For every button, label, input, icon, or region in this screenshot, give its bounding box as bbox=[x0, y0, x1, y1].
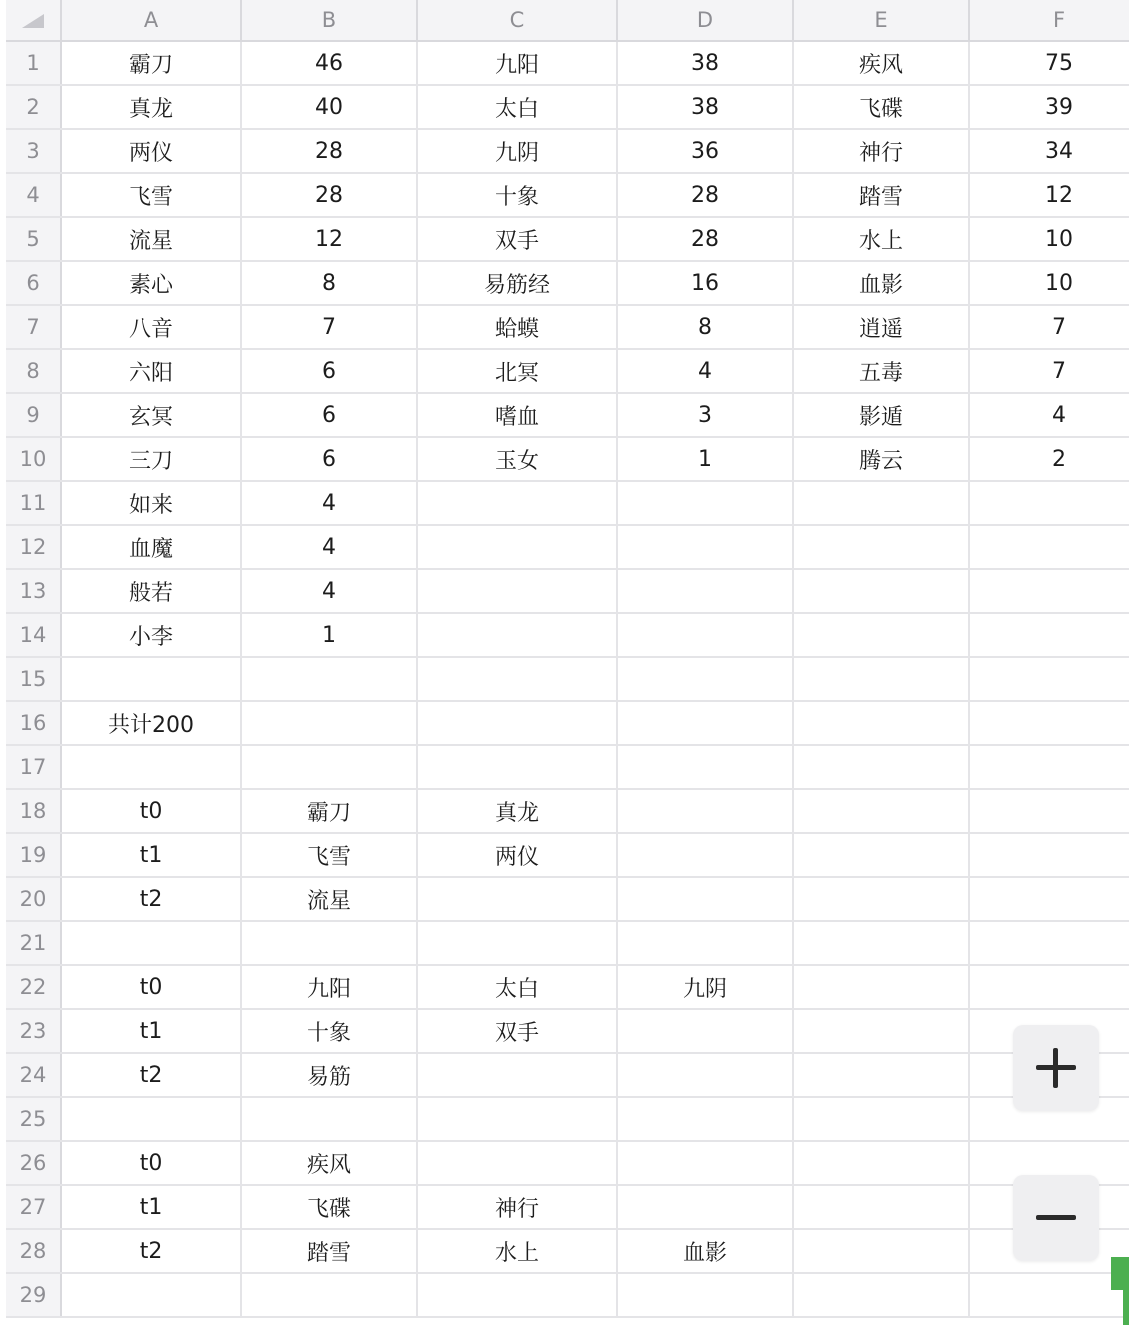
cell-b1[interactable]: 46 bbox=[242, 42, 418, 84]
cell-e19[interactable] bbox=[794, 834, 970, 876]
cell-c15[interactable] bbox=[418, 658, 618, 700]
cell-a4[interactable]: 飞雪 bbox=[62, 174, 242, 216]
cell-e21[interactable] bbox=[794, 922, 970, 964]
cell-d6[interactable]: 16 bbox=[618, 262, 794, 304]
cell-d11[interactable] bbox=[618, 482, 794, 524]
row-header[interactable]: 19 bbox=[6, 834, 62, 876]
cell-d26[interactable] bbox=[618, 1142, 794, 1184]
cell-b11[interactable]: 4 bbox=[242, 482, 418, 524]
cell-a27[interactable]: t1 bbox=[62, 1186, 242, 1228]
selection-border bbox=[1123, 1257, 1129, 1325]
cell-d19[interactable] bbox=[618, 834, 794, 876]
cell-a10[interactable]: 三刀 bbox=[62, 438, 242, 480]
cell-b6[interactable]: 8 bbox=[242, 262, 418, 304]
cell-f18[interactable] bbox=[970, 790, 1129, 832]
column-header-b[interactable]: B bbox=[242, 0, 418, 40]
cell-f20[interactable] bbox=[970, 878, 1129, 920]
cell-d25[interactable] bbox=[618, 1098, 794, 1140]
cell-b22[interactable]: 九阳 bbox=[242, 966, 418, 1008]
cell-a2[interactable]: 真龙 bbox=[62, 86, 242, 128]
cell-d16[interactable] bbox=[618, 702, 794, 744]
row-header[interactable]: 17 bbox=[6, 746, 62, 788]
row-header[interactable]: 24 bbox=[6, 1054, 62, 1096]
cell-f6[interactable]: 10 bbox=[970, 262, 1129, 304]
row-header[interactable]: 28 bbox=[6, 1230, 62, 1272]
table-row bbox=[6, 526, 1129, 570]
cell-e15[interactable] bbox=[794, 658, 970, 700]
table-row bbox=[6, 746, 1129, 790]
cell-a12[interactable]: 血魔 bbox=[62, 526, 242, 568]
column-header-e[interactable]: E bbox=[794, 0, 970, 40]
cell-d20[interactable] bbox=[618, 878, 794, 920]
cell-f1[interactable]: 75 bbox=[970, 42, 1129, 84]
row-header[interactable]: 16 bbox=[6, 702, 62, 744]
cell-e25[interactable] bbox=[794, 1098, 970, 1140]
cell-c27[interactable]: 神行 bbox=[418, 1186, 618, 1228]
column-header-row bbox=[6, 0, 1129, 42]
row-header[interactable]: 15 bbox=[6, 658, 62, 700]
cell-d10[interactable]: 1 bbox=[618, 438, 794, 480]
cell-b2[interactable]: 40 bbox=[242, 86, 418, 128]
cell-d22[interactable]: 九阴 bbox=[618, 966, 794, 1008]
table-row bbox=[6, 1098, 1129, 1142]
cell-b23[interactable]: 十象 bbox=[242, 1010, 418, 1052]
cell-a1[interactable]: 霸刀 bbox=[62, 42, 242, 84]
zoom-out-button[interactable] bbox=[1013, 1175, 1099, 1261]
cell-f7[interactable]: 7 bbox=[970, 306, 1129, 348]
cell-d9[interactable]: 3 bbox=[618, 394, 794, 436]
cell-b8[interactable]: 6 bbox=[242, 350, 418, 392]
table-row bbox=[6, 130, 1129, 174]
cell-e2[interactable]: 飞碟 bbox=[794, 86, 970, 128]
cell-c28[interactable]: 水上 bbox=[418, 1230, 618, 1272]
cell-e1[interactable]: 疾风 bbox=[794, 42, 970, 84]
cell-d14[interactable] bbox=[618, 614, 794, 656]
row-header[interactable]: 14 bbox=[6, 614, 62, 656]
cell-d2[interactable]: 38 bbox=[618, 86, 794, 128]
cell-b14[interactable]: 1 bbox=[242, 614, 418, 656]
cell-d12[interactable] bbox=[618, 526, 794, 568]
cell-c7[interactable]: 蛤蟆 bbox=[418, 306, 618, 348]
cell-d8[interactable]: 4 bbox=[618, 350, 794, 392]
cell-d27[interactable] bbox=[618, 1186, 794, 1228]
cell-a15[interactable] bbox=[62, 658, 242, 700]
row-header[interactable]: 26 bbox=[6, 1142, 62, 1184]
cell-c18[interactable]: 真龙 bbox=[418, 790, 618, 832]
cell-d18[interactable] bbox=[618, 790, 794, 832]
cell-e16[interactable] bbox=[794, 702, 970, 744]
row-header[interactable]: 8 bbox=[6, 350, 62, 392]
table-row bbox=[6, 350, 1129, 394]
row-header[interactable]: 3 bbox=[6, 130, 62, 172]
cell-b17[interactable] bbox=[242, 746, 418, 788]
column-header-f[interactable]: F bbox=[970, 0, 1129, 40]
cell-b26[interactable]: 疾风 bbox=[242, 1142, 418, 1184]
cell-e24[interactable] bbox=[794, 1054, 970, 1096]
cell-a21[interactable] bbox=[62, 922, 242, 964]
table-row bbox=[6, 922, 1129, 966]
cell-d21[interactable] bbox=[618, 922, 794, 964]
cell-e28[interactable] bbox=[794, 1230, 970, 1272]
cell-c9[interactable]: 嗜血 bbox=[418, 394, 618, 436]
cell-b16[interactable] bbox=[242, 702, 418, 744]
cell-e12[interactable] bbox=[794, 526, 970, 568]
cell-a22[interactable]: t0 bbox=[62, 966, 242, 1008]
cell-b27[interactable]: 飞碟 bbox=[242, 1186, 418, 1228]
table-row bbox=[6, 570, 1129, 614]
cell-c17[interactable] bbox=[418, 746, 618, 788]
row-header[interactable]: 9 bbox=[6, 394, 62, 436]
table-row bbox=[6, 1054, 1129, 1098]
cell-a16[interactable]: 共计200 bbox=[62, 702, 242, 744]
zoom-in-button[interactable] bbox=[1013, 1025, 1099, 1111]
row-header[interactable]: 25 bbox=[6, 1098, 62, 1140]
row-header[interactable]: 6 bbox=[6, 262, 62, 304]
table-row bbox=[6, 1010, 1129, 1054]
cell-a26[interactable]: t0 bbox=[62, 1142, 242, 1184]
cell-f22[interactable] bbox=[970, 966, 1129, 1008]
table-row bbox=[6, 262, 1129, 306]
cell-f12[interactable] bbox=[970, 526, 1129, 568]
cell-a14[interactable]: 小李 bbox=[62, 614, 242, 656]
cell-c20[interactable] bbox=[418, 878, 618, 920]
table-row bbox=[6, 1142, 1129, 1186]
cell-e7[interactable]: 逍遥 bbox=[794, 306, 970, 348]
cell-f14[interactable] bbox=[970, 614, 1129, 656]
table-row bbox=[6, 658, 1129, 702]
cell-a29[interactable] bbox=[62, 1274, 242, 1316]
cell-e18[interactable] bbox=[794, 790, 970, 832]
cell-c6[interactable]: 易筋经 bbox=[418, 262, 618, 304]
row-header[interactable]: 20 bbox=[6, 878, 62, 920]
cell-b4[interactable]: 28 bbox=[242, 174, 418, 216]
cell-f9[interactable]: 4 bbox=[970, 394, 1129, 436]
row-header[interactable]: 7 bbox=[6, 306, 62, 348]
cell-f21[interactable] bbox=[970, 922, 1129, 964]
cell-a3[interactable]: 两仪 bbox=[62, 130, 242, 172]
table-row bbox=[6, 394, 1129, 438]
cell-c2[interactable]: 太白 bbox=[418, 86, 618, 128]
cell-b7[interactable]: 7 bbox=[242, 306, 418, 348]
cell-f16[interactable] bbox=[970, 702, 1129, 744]
cell-c23[interactable]: 双手 bbox=[418, 1010, 618, 1052]
cell-e10[interactable]: 腾云 bbox=[794, 438, 970, 480]
cell-d29[interactable] bbox=[618, 1274, 794, 1316]
cell-b20[interactable]: 流星 bbox=[242, 878, 418, 920]
cell-b28[interactable]: 踏雪 bbox=[242, 1230, 418, 1272]
cell-e22[interactable] bbox=[794, 966, 970, 1008]
cell-a9[interactable]: 玄冥 bbox=[62, 394, 242, 436]
cell-f29[interactable] bbox=[970, 1274, 1129, 1316]
cell-e8[interactable]: 五毒 bbox=[794, 350, 970, 392]
cell-c3[interactable]: 九阴 bbox=[418, 130, 618, 172]
cell-f4[interactable]: 12 bbox=[970, 174, 1129, 216]
table-row bbox=[6, 1230, 1129, 1274]
cell-b21[interactable] bbox=[242, 922, 418, 964]
cell-e3[interactable]: 神行 bbox=[794, 130, 970, 172]
row-header[interactable]: 23 bbox=[6, 1010, 62, 1052]
cell-e29[interactable] bbox=[794, 1274, 970, 1316]
cell-f10[interactable]: 2 bbox=[970, 438, 1129, 480]
cell-c21[interactable] bbox=[418, 922, 618, 964]
cell-b10[interactable]: 6 bbox=[242, 438, 418, 480]
table-row bbox=[6, 614, 1129, 658]
cell-f5[interactable]: 10 bbox=[970, 218, 1129, 260]
cell-e14[interactable] bbox=[794, 614, 970, 656]
cell-c16[interactable] bbox=[418, 702, 618, 744]
table-row bbox=[6, 42, 1129, 86]
cell-a8[interactable]: 六阳 bbox=[62, 350, 242, 392]
cell-b3[interactable]: 28 bbox=[242, 130, 418, 172]
row-header[interactable]: 1 bbox=[6, 42, 62, 84]
cell-a23[interactable]: t1 bbox=[62, 1010, 242, 1052]
table-row bbox=[6, 482, 1129, 526]
cell-d13[interactable] bbox=[618, 570, 794, 612]
cell-b25[interactable] bbox=[242, 1098, 418, 1140]
row-header[interactable]: 27 bbox=[6, 1186, 62, 1228]
cell-e9[interactable]: 影遁 bbox=[794, 394, 970, 436]
cell-e4[interactable]: 踏雪 bbox=[794, 174, 970, 216]
cell-e17[interactable] bbox=[794, 746, 970, 788]
table-row bbox=[6, 438, 1129, 482]
cell-c1[interactable]: 九阳 bbox=[418, 42, 618, 84]
cell-c10[interactable]: 玉女 bbox=[418, 438, 618, 480]
cell-e27[interactable] bbox=[794, 1186, 970, 1228]
cell-a28[interactable]: t2 bbox=[62, 1230, 242, 1272]
cell-c5[interactable]: 双手 bbox=[418, 218, 618, 260]
cell-f8[interactable]: 7 bbox=[970, 350, 1129, 392]
cell-a18[interactable]: t0 bbox=[62, 790, 242, 832]
table-row bbox=[6, 790, 1129, 834]
corner-triangle-icon bbox=[22, 14, 44, 28]
cell-c26[interactable] bbox=[418, 1142, 618, 1184]
cell-c29[interactable] bbox=[418, 1274, 618, 1316]
cell-a13[interactable]: 般若 bbox=[62, 570, 242, 612]
cell-e20[interactable] bbox=[794, 878, 970, 920]
cell-c19[interactable]: 两仪 bbox=[418, 834, 618, 876]
cell-d1[interactable]: 38 bbox=[618, 42, 794, 84]
row-header[interactable]: 13 bbox=[6, 570, 62, 612]
cell-f3[interactable]: 34 bbox=[970, 130, 1129, 172]
cell-b13[interactable]: 4 bbox=[242, 570, 418, 612]
cell-b24[interactable]: 易筋 bbox=[242, 1054, 418, 1096]
cell-a6[interactable]: 素心 bbox=[62, 262, 242, 304]
column-header-c[interactable]: C bbox=[418, 0, 618, 40]
cell-d7[interactable]: 8 bbox=[618, 306, 794, 348]
cell-c24[interactable] bbox=[418, 1054, 618, 1096]
cell-b15[interactable] bbox=[242, 658, 418, 700]
cell-a5[interactable]: 流星 bbox=[62, 218, 242, 260]
cell-a20[interactable]: t2 bbox=[62, 878, 242, 920]
cell-a19[interactable]: t1 bbox=[62, 834, 242, 876]
cell-b9[interactable]: 6 bbox=[242, 394, 418, 436]
cell-b19[interactable]: 飞雪 bbox=[242, 834, 418, 876]
row-header[interactable]: 4 bbox=[6, 174, 62, 216]
spreadsheet-grid[interactable] bbox=[6, 0, 1129, 1318]
cell-f11[interactable] bbox=[970, 482, 1129, 524]
cell-c22[interactable]: 太白 bbox=[418, 966, 618, 1008]
row-header[interactable]: 12 bbox=[6, 526, 62, 568]
cell-e26[interactable] bbox=[794, 1142, 970, 1184]
cell-b12[interactable]: 4 bbox=[242, 526, 418, 568]
row-header[interactable]: 5 bbox=[6, 218, 62, 260]
cell-d4[interactable]: 28 bbox=[618, 174, 794, 216]
cell-f13[interactable] bbox=[970, 570, 1129, 612]
table-row bbox=[6, 878, 1129, 922]
cell-c8[interactable]: 北冥 bbox=[418, 350, 618, 392]
cell-c11[interactable] bbox=[418, 482, 618, 524]
cell-d23[interactable] bbox=[618, 1010, 794, 1052]
cell-c4[interactable]: 十象 bbox=[418, 174, 618, 216]
cell-d15[interactable] bbox=[618, 658, 794, 700]
cell-c13[interactable] bbox=[418, 570, 618, 612]
cell-d24[interactable] bbox=[618, 1054, 794, 1096]
column-header-a[interactable]: A bbox=[62, 0, 242, 40]
cell-f19[interactable] bbox=[970, 834, 1129, 876]
table-row bbox=[6, 702, 1129, 746]
table-row bbox=[6, 1186, 1129, 1230]
row-header[interactable]: 18 bbox=[6, 790, 62, 832]
cell-d5[interactable]: 28 bbox=[618, 218, 794, 260]
cell-d28[interactable]: 血影 bbox=[618, 1230, 794, 1272]
cell-e6[interactable]: 血影 bbox=[794, 262, 970, 304]
row-header[interactable]: 11 bbox=[6, 482, 62, 524]
cell-e5[interactable]: 水上 bbox=[794, 218, 970, 260]
cell-d17[interactable] bbox=[618, 746, 794, 788]
cell-e23[interactable] bbox=[794, 1010, 970, 1052]
cell-e11[interactable] bbox=[794, 482, 970, 524]
row-header[interactable]: 21 bbox=[6, 922, 62, 964]
cell-b18[interactable]: 霸刀 bbox=[242, 790, 418, 832]
row-header[interactable]: 22 bbox=[6, 966, 62, 1008]
table-row bbox=[6, 1274, 1129, 1318]
cell-a17[interactable] bbox=[62, 746, 242, 788]
row-header[interactable]: 2 bbox=[6, 86, 62, 128]
table-row bbox=[6, 174, 1129, 218]
cell-a24[interactable]: t2 bbox=[62, 1054, 242, 1096]
table-row bbox=[6, 218, 1129, 262]
cell-f17[interactable] bbox=[970, 746, 1129, 788]
table-row bbox=[6, 966, 1129, 1010]
cell-f2[interactable]: 39 bbox=[970, 86, 1129, 128]
cell-c12[interactable] bbox=[418, 526, 618, 568]
cell-c25[interactable] bbox=[418, 1098, 618, 1140]
cell-a7[interactable]: 八音 bbox=[62, 306, 242, 348]
column-header-d[interactable]: D bbox=[618, 0, 794, 40]
cell-a11[interactable]: 如来 bbox=[62, 482, 242, 524]
table-row bbox=[6, 86, 1129, 130]
row-header[interactable]: 10 bbox=[6, 438, 62, 480]
table-row bbox=[6, 306, 1129, 350]
select-all-corner[interactable] bbox=[6, 0, 62, 40]
table-row bbox=[6, 834, 1129, 878]
cell-f15[interactable] bbox=[970, 658, 1129, 700]
cell-e13[interactable] bbox=[794, 570, 970, 612]
cell-b29[interactable] bbox=[242, 1274, 418, 1316]
cell-a25[interactable] bbox=[62, 1098, 242, 1140]
row-header[interactable]: 29 bbox=[6, 1274, 62, 1316]
cell-c14[interactable] bbox=[418, 614, 618, 656]
cell-b5[interactable]: 12 bbox=[242, 218, 418, 260]
cell-d3[interactable]: 36 bbox=[618, 130, 794, 172]
